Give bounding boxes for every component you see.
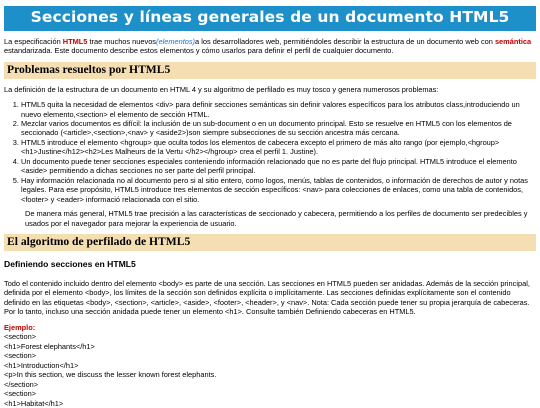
page-title: Secciones y líneas generales de un documento HTML5 — [4, 6, 536, 31]
section1-note: De manera más general, HTML5 trae precisión a las características de seccionado y cabecera, permitiendo a los perfiles de documento ser predecibles y usados por el navegador para mejorar la experiencia de usuario. — [25, 209, 528, 228]
html5-highlight: HTML5 — [62, 36, 88, 46]
intro-text-1: La especificación — [4, 36, 63, 46]
list-item: 3. HTML5 introduce el elemento <hgroup> que oculta todos los elementos de cabecera excepto el primero de más alto rango (por ejemplo,<hgroup><h1>Justine</h12><h2>Les Malheurs de la Vertu </h2></hgroup> crea el perfil 1. Justine). — [21, 138, 536, 157]
section1-intro: La definición de la estructura de un documento en HTML 4 y su algoritmo de perfilado es muy tosco y genera numerosos problemas: — [4, 84, 439, 94]
intro-text-2: trae muchos nuevos — [87, 36, 156, 46]
list-item: 4. Un documento puede tener secciones especiales conteniendo información relacionado que no es parte del flujo principal. HTML5 introduce el elemento <aside> permitiendo a dichas secciones no ser parte del perfil principal. — [21, 157, 536, 176]
list-item: 2. Mezclar varios documentos es difícil: la inclusión de un sub-document o en un documento principal. Esto se resuelve en HTML5 con los elementos de seccionado (<article>,<section>,<nav> y <aside2>)son siempre subsecciones de su sección ancestra más cercana. — [21, 119, 536, 138]
code-line: <h1>Habitat</h1> — [4, 398, 64, 408]
code-line: <section> — [4, 351, 37, 361]
problems-list — [4, 100, 536, 204]
semantica-highlight: semántica — [494, 36, 532, 46]
list-item: 1. HTML5 quita la necesidad de elementos <div> para definir secciones semánticas sin definir valores específicos para los atributos class,introduciendo un nuevo elemento,<section> el elemento de sección HTML. — [21, 100, 536, 119]
example-label: Ejemplo: — [4, 322, 36, 332]
code-line: <section> — [4, 389, 37, 399]
intro-text-4: estandarizada. Este documento describe estos elementos y cómo usarlos para definir el perfil de cualquier documento. — [4, 46, 394, 56]
code-line: <h1>Introduction</h1> — [4, 360, 79, 370]
section2-paragraph: Todo el contenido incluido dentro del elemento <body> es parte de una sección. Las secciones en HTML5 pueden ser anidadas. Además de la sección principal, definida por el elemento <body>, los límites de la sección son definidos explícita o implícitamente. Las secciones definidas explícitamente son el contenido definido en las etiquetas <body>, <section>, <article>, <aside>, <footer>, <header>, y <nav>. Nota: Cada sección puede tener su propia jerarquía de cabeceras. Por lo tanto, incluso una sección anidada puede tener un elemento <h1>. Consulte también Definiendo cabeceras en HTML5. — [4, 278, 530, 317]
intro-paragraph — [4, 37, 536, 56]
section-heading-problemas: Problemas resueltos por HTML5 — [4, 62, 536, 79]
code-line: <section> — [4, 332, 37, 342]
code-line: </section> — [4, 379, 39, 389]
list-item: 5. Hay información relacionada no al documento pero si al sitio entero, como logos, menús, tablas de contenidos, o información de derechos de autor y notas legales. Para ese propósito, HTML5 introduce tres elementos de sección específicos: <nav> para colecciones de enlaces, como una tabla de contenidos, <footer> y <eader> informació relacionada con el sitio. — [21, 176, 536, 204]
elementos-link[interactable]: (elementos) — [156, 36, 196, 46]
intro-text-3: a los desarrolladores web, permitiéndoles describir la estructura de un documento web con — [195, 36, 495, 46]
code-line: <h1>Forest elephants</h1> — [4, 341, 95, 351]
code-line: <p>In this section, we discuss the lesser known forest elephants. — [4, 370, 217, 380]
subheading-definiendo-secciones: Definiendo secciones en HTML5 — [4, 258, 136, 269]
code-example — [4, 323, 536, 408]
section-heading-algoritmo: El algoritmo de perfilado de HTML5 — [4, 234, 536, 251]
